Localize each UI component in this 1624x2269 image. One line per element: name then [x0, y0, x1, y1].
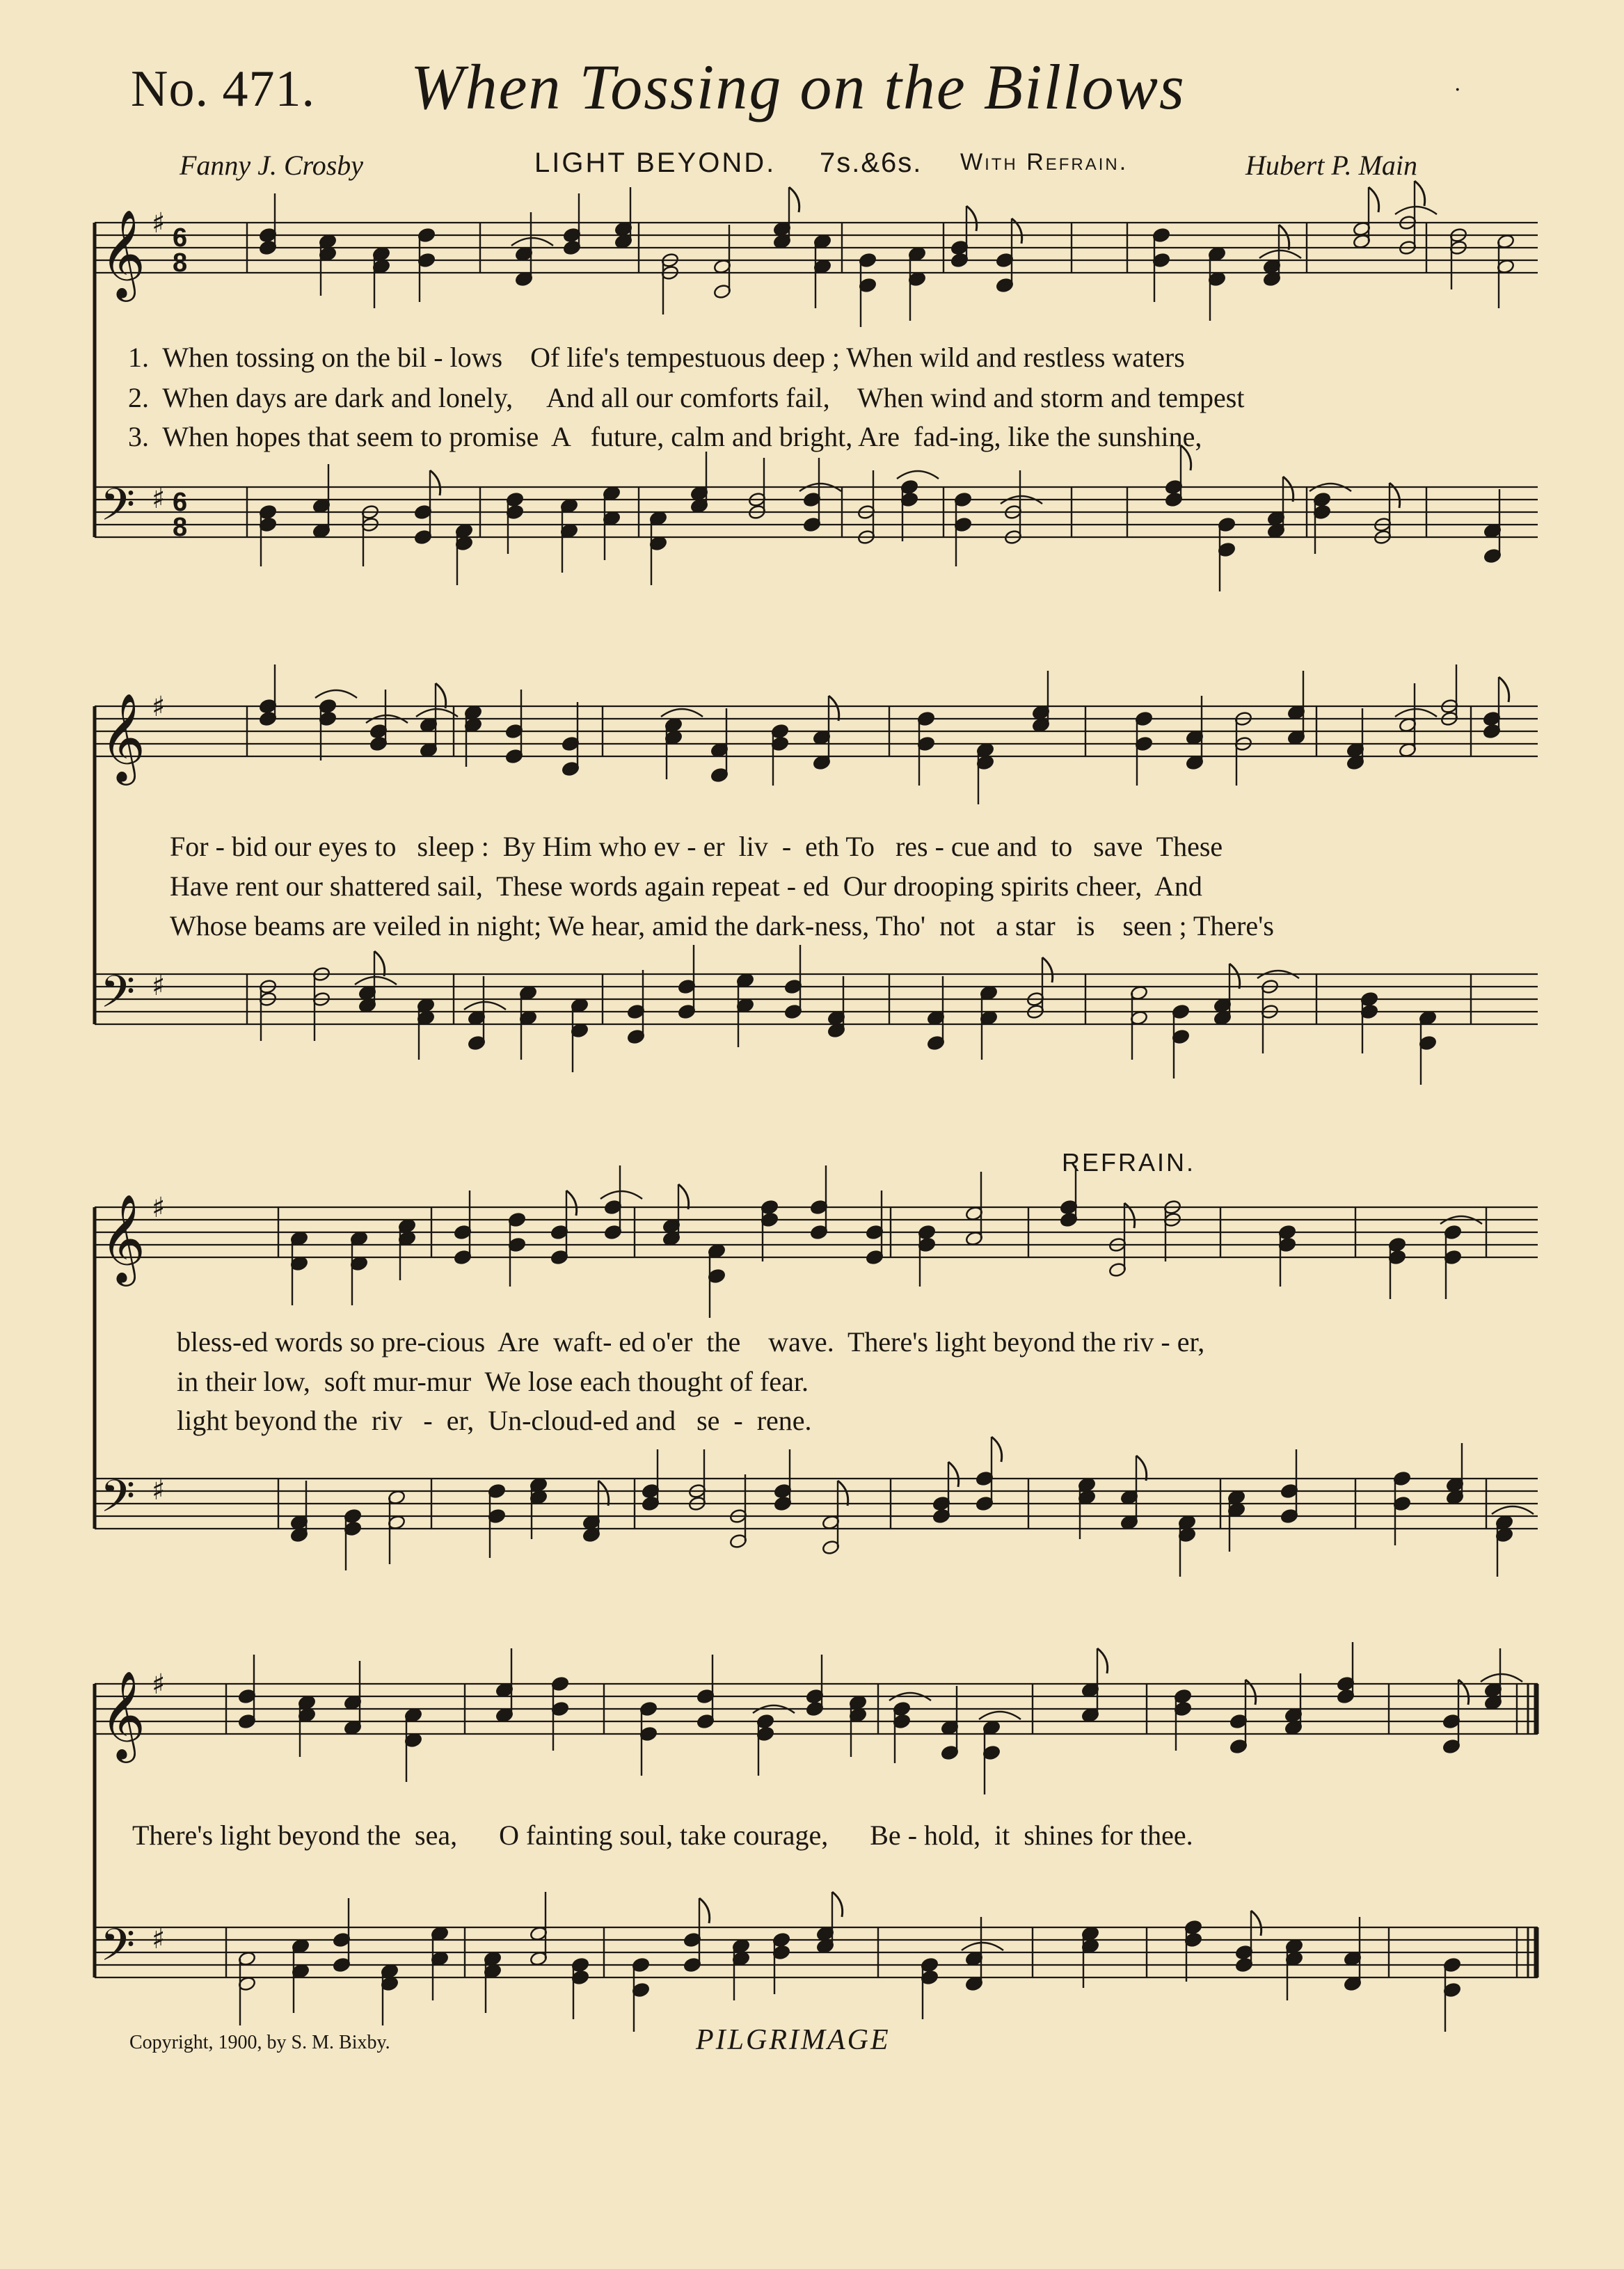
slur [1395, 709, 1437, 717]
note-flag [598, 1481, 609, 1506]
slur [962, 1943, 1003, 1950]
time-signature: 8 [173, 513, 188, 542]
lyric-line: 1. When tossing on the bil - lows Of life's tempestuous deep ; When wild and restless waters [128, 342, 1185, 373]
copyright: Copyright, 1900, by S. M. Bixby. [129, 2032, 390, 2053]
note-flag [992, 1437, 1002, 1462]
treble-clef: 𝄞 [100, 692, 146, 781]
note-flag [1415, 181, 1425, 206]
note-flag [699, 1898, 710, 1923]
slur [1481, 1674, 1522, 1682]
treble-clef: 𝄞 [100, 1193, 146, 1282]
note-flag [829, 696, 839, 721]
lyric-line: light beyond the riv - er, Un-cloud-ed and se - rene. [177, 1405, 812, 1436]
note-flag [1369, 187, 1379, 212]
key-signature-sharp: ♯ [152, 1669, 166, 1701]
note-flag [1136, 1456, 1147, 1481]
note-flag [1251, 1911, 1261, 1936]
slur [511, 238, 553, 246]
treble-clef: 𝄞 [100, 209, 146, 298]
bass-clef: 𝄢 [100, 1471, 136, 1534]
slur [661, 709, 703, 717]
lyric-line: Whose beams are veiled in night; We hear, amid the dark-ness, Tho' not a star is seen ; There's [170, 910, 1274, 941]
slur [464, 1002, 506, 1010]
bass-clef: 𝄢 [100, 966, 136, 1029]
note-flag [374, 951, 385, 976]
refrain-label: REFRAIN. [1062, 1148, 1196, 1177]
slur [315, 690, 357, 698]
note-flag [430, 470, 440, 495]
meter: 7s.&6s. [820, 148, 923, 178]
key-signature-sharp: ♯ [152, 1192, 166, 1224]
refrain-note: With Refrain. [960, 149, 1129, 175]
time-signature: 6 [173, 488, 188, 517]
note-flag [948, 1462, 959, 1487]
note-flag [678, 1184, 689, 1209]
lyric-line: in their low, soft mur-mur We lose each thought of fear. [177, 1366, 809, 1397]
note-flag [1283, 477, 1293, 502]
lyric-line: There's light beyond the sea, O fainting soul, take courage, Be - hold, it shines for thee. [132, 1820, 1193, 1851]
hymn-title: When Tossing on the Billows [411, 51, 1186, 122]
note-flag [832, 1892, 843, 1917]
note-flag [566, 1191, 577, 1216]
key-signature-sharp: ♯ [152, 1474, 166, 1506]
slur [897, 471, 939, 479]
time-signature: 6 [173, 223, 188, 253]
note-flag [1279, 225, 1289, 250]
composer: Hubert P. Main [1245, 150, 1418, 181]
lyric-line: 2. When days are dark and lonely, And all our comforts fail, When wind and storm and tempest [128, 382, 1245, 413]
time-signature: 8 [173, 248, 188, 278]
tune-name: LIGHT BEYOND. [534, 148, 777, 178]
slur [1492, 1506, 1534, 1514]
key-signature-sharp: ♯ [152, 207, 166, 239]
note-flag [838, 1481, 848, 1506]
key-signature-sharp: ♯ [152, 691, 166, 723]
note-flag [1229, 964, 1240, 989]
bass-clef: 𝄢 [100, 479, 136, 542]
note-flag [789, 187, 799, 212]
header-mark: · [1454, 78, 1461, 102]
lyric-line: Have rent our shattered sail, These words again repeat - ed Our drooping spirits cheer, And [170, 870, 1202, 902]
hymn-number: No. 471. [131, 61, 315, 118]
lyric-line: For - bid our eyes to sleep : By Him who ev - er liv - eth To res - cue and to save These [170, 831, 1223, 862]
slur [1395, 207, 1437, 214]
slur [600, 1191, 642, 1199]
collection-title: PILGRIMAGE [696, 2024, 891, 2056]
note-flag [436, 683, 446, 708]
key-signature-sharp: ♯ [152, 970, 166, 1002]
slur [979, 1712, 1021, 1719]
note-flag [1097, 1648, 1108, 1673]
note-flag [1042, 957, 1053, 982]
note-flag [966, 206, 977, 231]
lyric-line: bless-ed words so pre-cious Are waft- ed o'er the wave. There's light beyond the riv - er, [177, 1326, 1205, 1358]
slur [1259, 250, 1301, 258]
slur [355, 977, 397, 985]
note-flag [1499, 677, 1509, 702]
treble-clef: 𝄞 [100, 1670, 146, 1759]
bass-clef: 𝄢 [100, 1920, 136, 1982]
lyric-line: 3. When hopes that seem to promise A future, calm and bright, Are fad-ing, like the sunshine, [128, 421, 1202, 452]
author: Fanny J. Crosby [180, 150, 364, 181]
slur [416, 709, 458, 717]
key-signature-sharp: ♯ [152, 1923, 166, 1955]
key-signature-sharp: ♯ [152, 483, 166, 515]
